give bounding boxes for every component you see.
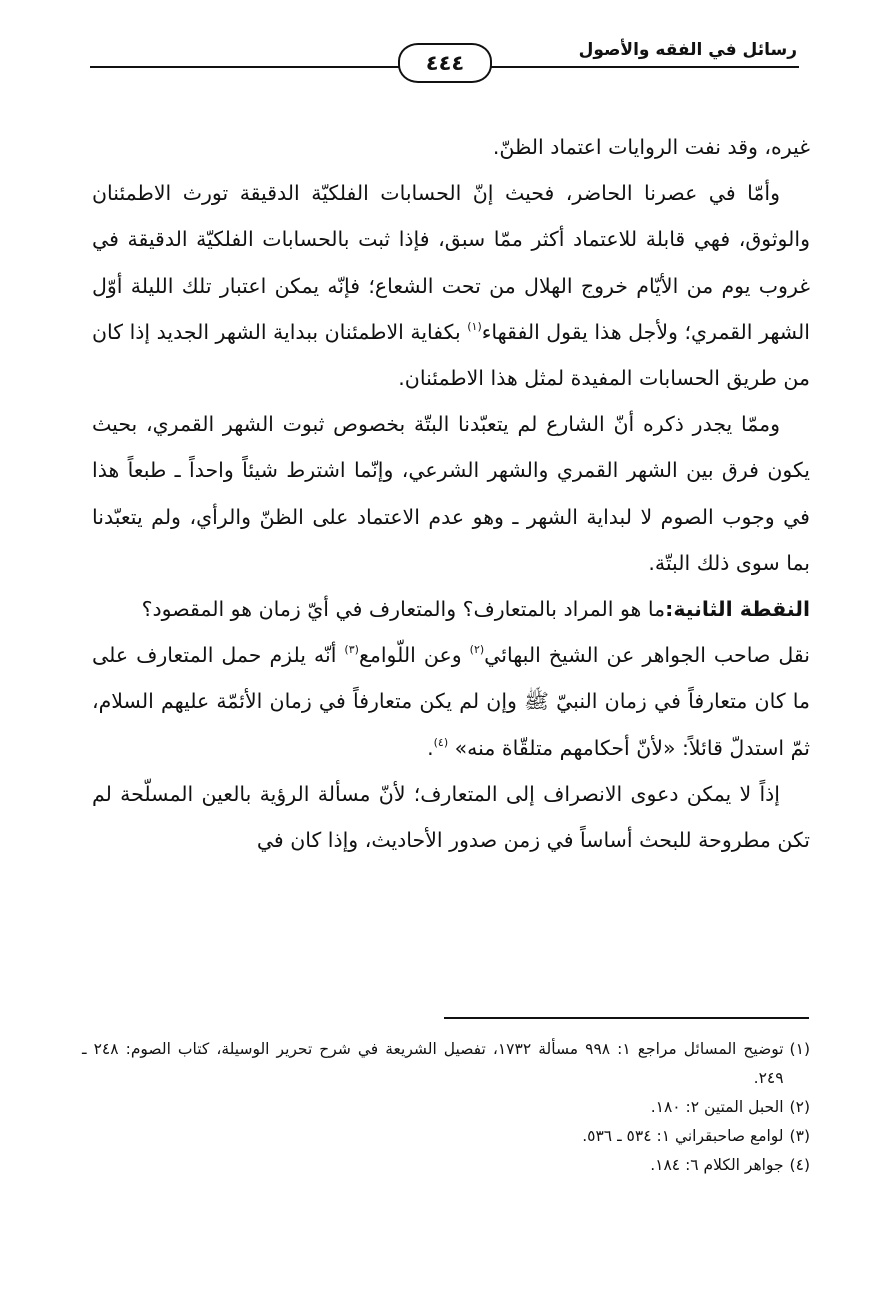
footnote-text: لوامع صاحبقراني ١: ٥٣٤ ـ ٥٣٦. [582, 1127, 784, 1145]
page-number: ٤٤٤ [398, 43, 492, 83]
paragraph-5 [92, 632, 810, 771]
footnote-number: (٢) [789, 1098, 810, 1116]
paragraph-5-text-c: أنّه يلزم حمل المتعارف على ما كان متعارفاً في زمان النبيّ ﷺ وإن لم يكن متعارفاً في زمان الأئمّة عليهم السلام، ثمّ استدلّ قائلاً: «لأنّ أحكامهم متلقّاة منه» [92, 643, 810, 760]
paragraph-4 [92, 586, 810, 632]
paragraph-2-text-b: بكفاية الاطمئنان ببداية الشهر الجديد إذا كان من طريق الحسابات المفيدة لمثل هذا الاطمئنان. [92, 319, 810, 391]
paragraph-2 [92, 170, 810, 401]
paragraph-3: وممّا يجدر ذكره أنّ الشارع لم يتعبّدنا البتّة بخصوص ثبوت الشهر القمري، بحيث يكون فرق بين الشهر القمري والشهر الشرعي، وإنّما اشترط شيئاً واحداً ـ طبعاً هذا في وجوب الصوم لا لبداية الشهر ـ وهو عدم الاعتماد على الظنّ والرأي، ولم يتعبّدنا بما سوى ذلك البتّة. [92, 412, 810, 575]
footnote-text: الحبل المتين ٢: ١٨٠. [650, 1098, 784, 1116]
footnote-4 [82, 1151, 810, 1180]
footnote-ref-1[interactable]: (١) [467, 319, 482, 333]
footnote-3 [82, 1122, 810, 1151]
footnotes [82, 1035, 810, 1180]
footnote-text: توضيح المسائل مراجع ١: ٩٩٨ مسألة ١٧٣٢، تفصيل الشريعة في شرح تحرير الوسيلة، كتاب الصوم: ٢٤٨ ـ ٢٤٩. [82, 1040, 784, 1087]
footnote-ref-2[interactable]: (٢) [469, 643, 485, 657]
paragraph-5-text-b: وعن اللّوامع [358, 643, 462, 668]
paragraph-4-text: ما هو المراد بالمتعارف؟ والمتعارف في أيّ زمان هو المقصود؟ [141, 597, 666, 622]
footnote-text: جواهر الكلام ٦: ١٨٤. [650, 1156, 784, 1174]
running-header-title: رسائل في الفقه والأصول [578, 40, 797, 60]
paragraph-6: إذاً لا يمكن دعوى الانصراف إلى المتعارف؛ لأنّ مسألة الرؤية بالعين المسلّحة لم تكن مطروحة للبحث أساساً في زمن صدور الأحاديث، وإذا كان في [92, 781, 810, 853]
footnote-number: (٤) [789, 1156, 810, 1174]
paragraph-5-dot: . [427, 735, 434, 760]
footnote-number: (٣) [789, 1127, 810, 1145]
paragraph-1: غيره، وقد نفت الروايات اعتماد الظنّ. [492, 135, 810, 159]
footnote-number: (١) [789, 1040, 810, 1058]
footnote-2 [82, 1093, 810, 1122]
section-lead: النقطة الثانية: [665, 597, 810, 622]
footnote-1 [82, 1035, 810, 1093]
paragraph-2-text-a: وأمّا في عصرنا الحاضر، فحيث إنّ الحسابات الفلكيّة الدقيقة تورث الاطمئنان والوثوق، فهي قابلة للاعتماد أكثر ممّا سبق، فإذا ثبت بالحسابات الفلكيّة الدقيقة في غروب يوم من الأيّام خروج الهلال من تحت الشعاع؛ فإنّه يمكن اعتبار تلك الليلة أوّل الشهر القمري؛ ولأجل هذا يقول الفقهاء [92, 181, 810, 344]
footnote-ref-4[interactable]: (٤) [433, 735, 449, 749]
footnote-ref-3[interactable]: (٣) [344, 643, 359, 657]
main-text [92, 124, 810, 863]
footnote-rule [444, 1017, 809, 1019]
paragraph-5-text-a: نقل صاحب الجواهر عن الشيخ البهائي [484, 643, 810, 668]
